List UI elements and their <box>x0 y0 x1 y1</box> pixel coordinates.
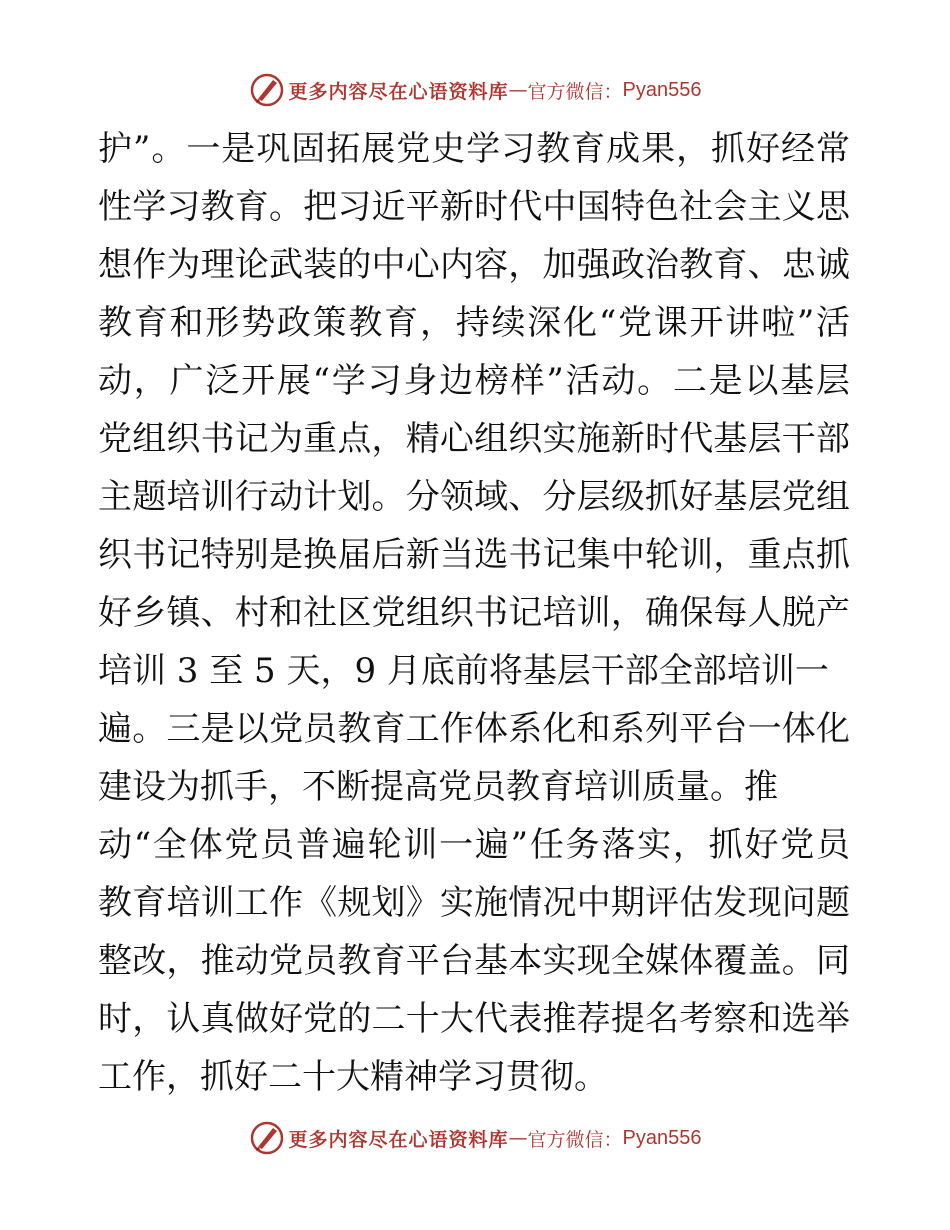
text-line: 培训 3 至 5 天，9 月底前将基层干部全部培训一 <box>98 651 829 691</box>
text-line: 时，认真做好党的二十大代表推荐提名考察和选举 <box>98 999 850 1039</box>
text-line: 建设为抓手，不断提高党员教育培训质量。推 <box>98 767 778 807</box>
watermark-wechat-id: Pyan556 <box>622 1126 702 1149</box>
watermark-text: 更多内容尽在心语资料库 <box>288 80 509 103</box>
header-watermark <box>0 70 950 110</box>
text-line: 主题培训行动计划。分领域、分层级抓好基层党组 <box>98 477 850 517</box>
watermark-dash: — <box>508 79 528 101</box>
text-line: 想作为理论武装的中心内容，加强政治教育、忠诚 <box>98 245 850 285</box>
watermark-wechat-id: Pyan556 <box>622 78 702 101</box>
text-line: 党组织书记为重点，精心组织实施新时代基层干部 <box>98 419 850 459</box>
footer-watermark <box>0 1118 950 1158</box>
watermark-text: 更多内容尽在心语资料库 <box>288 1128 509 1151</box>
text-line: 遍。三是以党员教育工作体系化和系列平台一体化 <box>98 709 850 749</box>
text-line: 教育培训工作《规划》实施情况中期评估发现问题 <box>98 883 850 923</box>
watermark-official-label: 官方微信： <box>527 80 623 103</box>
text-line: 工作，抓好二十大精神学习贯彻。 <box>98 1057 608 1097</box>
text-line: 织书记特别是换届后新当选书记集中轮训，重点抓 <box>98 535 850 575</box>
watermark-official-label: 官方微信： <box>527 1128 623 1151</box>
text-line: 动，广泛开展“学习身边榜样”活动。二是以基层 <box>98 361 850 401</box>
document-body <box>98 120 850 1106</box>
text-line: 整改，推动党员教育平台基本实现全媒体覆盖。同 <box>98 941 850 981</box>
text-line: 性学习教育。把习近平新时代中国特色社会主义思 <box>98 187 850 227</box>
text-line: 动“全体党员普遍轮训一遍”任务落实，抓好党员 <box>98 825 850 865</box>
quill-pen-logo-icon <box>249 72 285 108</box>
quill-pen-logo-icon <box>249 1120 285 1156</box>
text-line: 好乡镇、村和社区党组织书记培训，确保每人脱产 <box>98 593 850 633</box>
text-line: 护”。一是巩固拓展党史学习教育成果，抓好经常 <box>98 129 850 169</box>
text-line: 教育和形势政策教育，持续深化“党课开讲啦”活 <box>98 303 850 343</box>
watermark-dash: — <box>508 1127 528 1149</box>
